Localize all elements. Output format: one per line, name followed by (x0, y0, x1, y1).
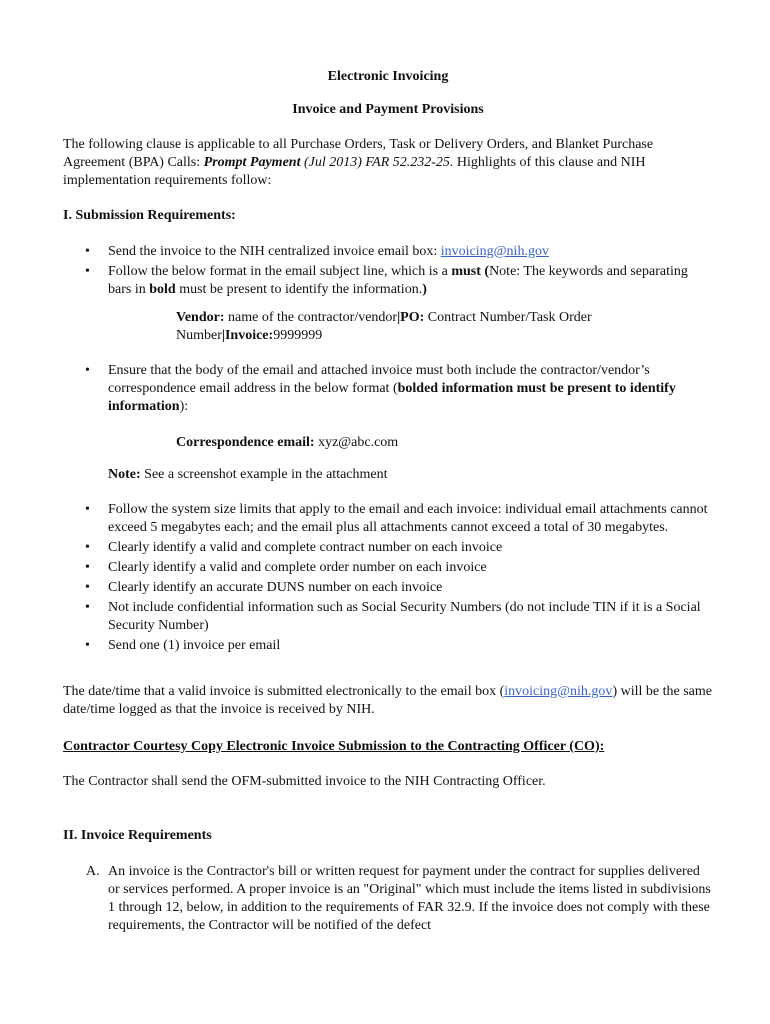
courtesy-heading: Contractor Courtesy Copy Electronic Invoice Submission to the Contracting Officer (CO): (63, 739, 605, 754)
bullet-text: Ensure that the body of the email and attached invoice must both include the contractor/vendor’s correspondence email address in the below format ( (108, 363, 650, 396)
list-item: • Send one (1) invoice per email (63, 637, 713, 655)
bullet-text: Note: The keywords and separating bars in (108, 264, 688, 297)
note-text: See a screenshot example in the attachment (140, 467, 388, 482)
correspondence-value: xyz@abc.com (314, 435, 399, 450)
document-subtitle: Invoice and Payment Provisions (292, 102, 484, 117)
document-page (63, 60, 713, 935)
section-heading-invoice: II. Invoice Requirements (63, 828, 212, 843)
bold-requirement: bolded information must be present to identify information (108, 381, 676, 414)
list-item (63, 243, 713, 261)
list-item (63, 263, 713, 299)
must-bold: must ( (451, 264, 490, 279)
bullet-text: Follow the below format in the email subject line, which is a (108, 264, 452, 279)
po-text: Contract Number/Task Order Number (176, 310, 592, 343)
clause-reference: (Jul 2013) FAR 52.232-25. (300, 155, 454, 170)
email-link[interactable]: invoicing@nih.gov (440, 244, 549, 259)
email-link-2[interactable]: invoicing@nih.gov (504, 684, 613, 699)
list-item (63, 362, 713, 416)
subject-format (63, 309, 713, 345)
list-item: • Clearly identify a valid and complete order number on each invoice (63, 559, 713, 577)
datetime-text-end: ) will be the same date/time logged as that the invoice is received by NIH. (63, 684, 712, 717)
bullet-text: Send the invoice to the NIH centralized invoice email box: (108, 244, 441, 259)
courtesy-text: The Contractor shall send the OFM-submitted invoice to the NIH Contracting Officer. (63, 774, 546, 789)
vendor-text: name of the contractor/vendor (224, 310, 398, 325)
bullet-text: must be present to identify the information. (175, 282, 423, 297)
intro-text-end: Highlights of this clause and NIH implementation requirements follow: (63, 155, 646, 188)
closing-paren: ) (422, 282, 427, 297)
document-title: Electronic Invoicing (327, 69, 449, 84)
list-item: • Not include confidential information such as Social Security Numbers (do not include TIN if it is a Social Security Number) (63, 599, 713, 635)
submission-list-2 (63, 362, 713, 416)
section-heading-submission: I. Submission Requirements: (63, 208, 236, 223)
intro-paragraph (63, 136, 713, 190)
invoice-text: 9999999 (273, 328, 323, 343)
bullet-text: ): (179, 399, 189, 414)
note-line (63, 466, 713, 484)
note-label: Note: (108, 467, 141, 482)
list-item: • Clearly identify a valid and complete contract number on each invoice (63, 539, 713, 557)
correspondence-format (63, 434, 713, 452)
list-item: • Clearly identify an accurate DUNS number on each invoice (63, 579, 713, 597)
invoice-label: |Invoice: (221, 328, 274, 343)
list-item: • Follow the system size limits that apply to the email and each invoice: individual email attachments cannot exceed 5 megabytes each; and the email plus all attachments cannot exceed a total of 30 megabytes. (63, 501, 713, 537)
item-marker: A. (86, 864, 100, 879)
datetime-text: The date/time that a valid invoice is submitted electronically to the email box ( (63, 684, 505, 699)
correspondence-label: Correspondence email: (176, 435, 315, 450)
intro-text: The following clause is applicable to all Purchase Orders, Task or Delivery Orders, and Blanket Purchase Agreement (BPA) Calls: (63, 137, 654, 170)
clause-name: Prompt Payment (203, 155, 301, 170)
bold-word: bold (149, 282, 176, 297)
submission-list (63, 243, 713, 299)
submission-list-3 (63, 501, 713, 655)
po-label: |PO: (397, 310, 425, 325)
invoice-item-a (63, 863, 713, 935)
datetime-paragraph (63, 683, 713, 719)
vendor-label: Vendor: (176, 310, 225, 325)
item-text: An invoice is the Contractor's bill or written request for payment under the contract for supplies delivered or services performed. A proper invoice is an "Original" which must include the items listed in subdivisions 1 through 12, below, in addition to the requirements of FAR 32.9. If the invoice does not comply with these requirements, the Contractor will be notified of the defect (108, 864, 711, 933)
